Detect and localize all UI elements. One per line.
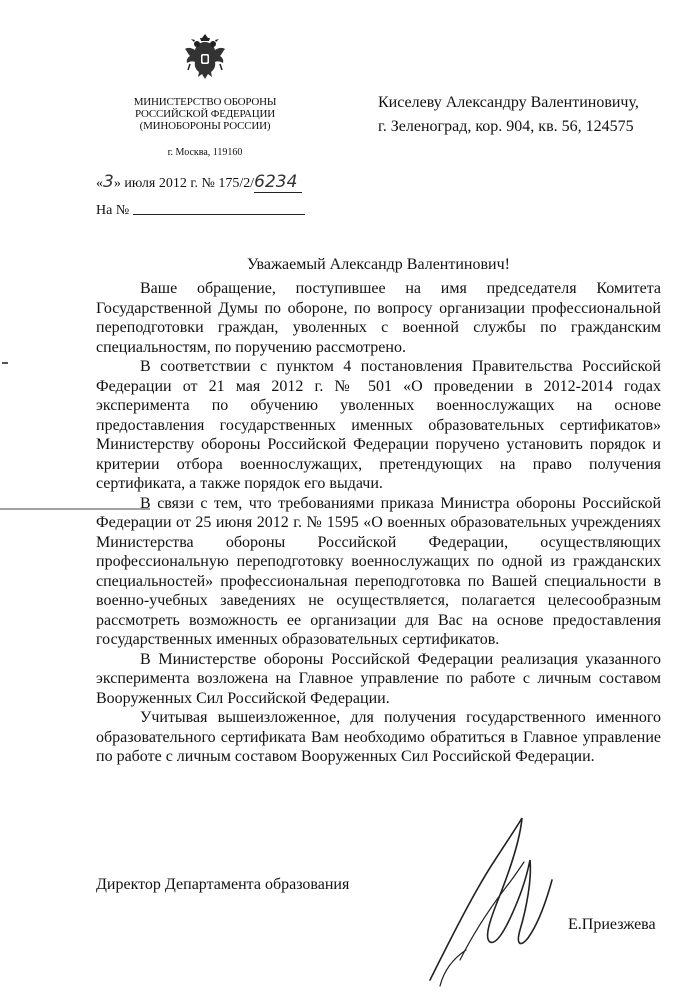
city-postcode: г. Москва, 119160 xyxy=(167,147,243,158)
paragraph-2: В соответствии с пунктом 4 постановления Правительства Российской Федерации от 21 мая 2012 г. № 501 «О проведении в 2012-2014 годах эксперимента по обучению уволенных военнослужащих на основе предоставления государственных именных образовательных сертификатов» Министерству обороны Российской Федерации поручено установить порядок и критерии отбора военнослужащих, претендующих на право получения сертификата, а также порядок его выдачи. xyxy=(96,358,661,492)
signatory-name: Е.Приезжева xyxy=(568,916,656,933)
scan-artifact-mark xyxy=(2,362,8,366)
date-quote-open: « xyxy=(96,176,103,191)
ministry-line-3: (МИНОБОРОНЫ РОССИИ) xyxy=(139,120,271,132)
paragraph-5: Учитывая вышеизложенное, для получения государственного именного образовательного сертификата Вам необходимо обратиться в Главное управление по работе с личным составом Вооруженных Сил Российской Федерации. xyxy=(96,709,661,765)
date-quote-close: » xyxy=(113,176,121,191)
ministry-line-2: РОССИЙСКОЙ ФЕДЕРАЦИИ xyxy=(134,108,276,120)
signatory-title: Директор Департамента образования xyxy=(96,876,350,893)
reference-label: На № xyxy=(96,203,130,218)
ministry-line-1: МИНИСТЕРСТВО ОБОРОНЫ xyxy=(133,96,277,108)
scan-artifact-line xyxy=(0,508,150,510)
reference-blank xyxy=(133,214,305,215)
date-printed-text: июля 2012 г. № 175/2/ xyxy=(120,176,255,191)
ministry-name xyxy=(110,96,300,132)
coat-of-arms-emblem xyxy=(182,30,228,82)
recipient-address: г. Зеленоград, кор. 904, кв. 56, 124575 xyxy=(378,118,634,135)
recipient-name: Киселеву Александру Валентиновичу, xyxy=(378,94,639,111)
handwritten-signature xyxy=(420,810,560,990)
letter-date-number xyxy=(96,172,302,193)
paragraph-4: В Министерстве обороны Российской Федерации реализация указанного эксперимента возложена на Главное управление по работе с личным составом Вооруженных Сил Российской Федерации. xyxy=(96,650,661,707)
salutation: Уважаемый Александр Валентинович! xyxy=(247,256,510,273)
recipient-block xyxy=(378,91,639,139)
reference-line xyxy=(96,203,305,219)
letter-body xyxy=(96,279,661,767)
paragraph-3: В связи с тем, что требованиями приказа Министра обороны Российской Федерации от 25 июня 2012 г. № 1595 «О военных образовательных учреждениях Министерства обороны Российской Федерации, осуществляющих профессиональную переподготовку военнослужащих по одной из гражданских специальностей» профессиональная переподготовка по Вашей специальности в военно-учебных заведениях не осуществляется, полагается целесообразным рассмотреть возможность ее организации для Вас на основе предоставления государственных именных образовательных сертификатов. xyxy=(96,494,661,648)
letter-number-handwritten: 6234 xyxy=(254,172,302,193)
date-day-handwritten: 3 xyxy=(103,172,114,192)
paragraph-1: Ваше обращение, поступившее на имя председателя Комитета Государственной Думы по обороне, по вопросу организации профессиональной переподготовки граждан, уволенных с военной службы по гражданским специальностям, по поручению рассмотрено. xyxy=(96,280,661,356)
